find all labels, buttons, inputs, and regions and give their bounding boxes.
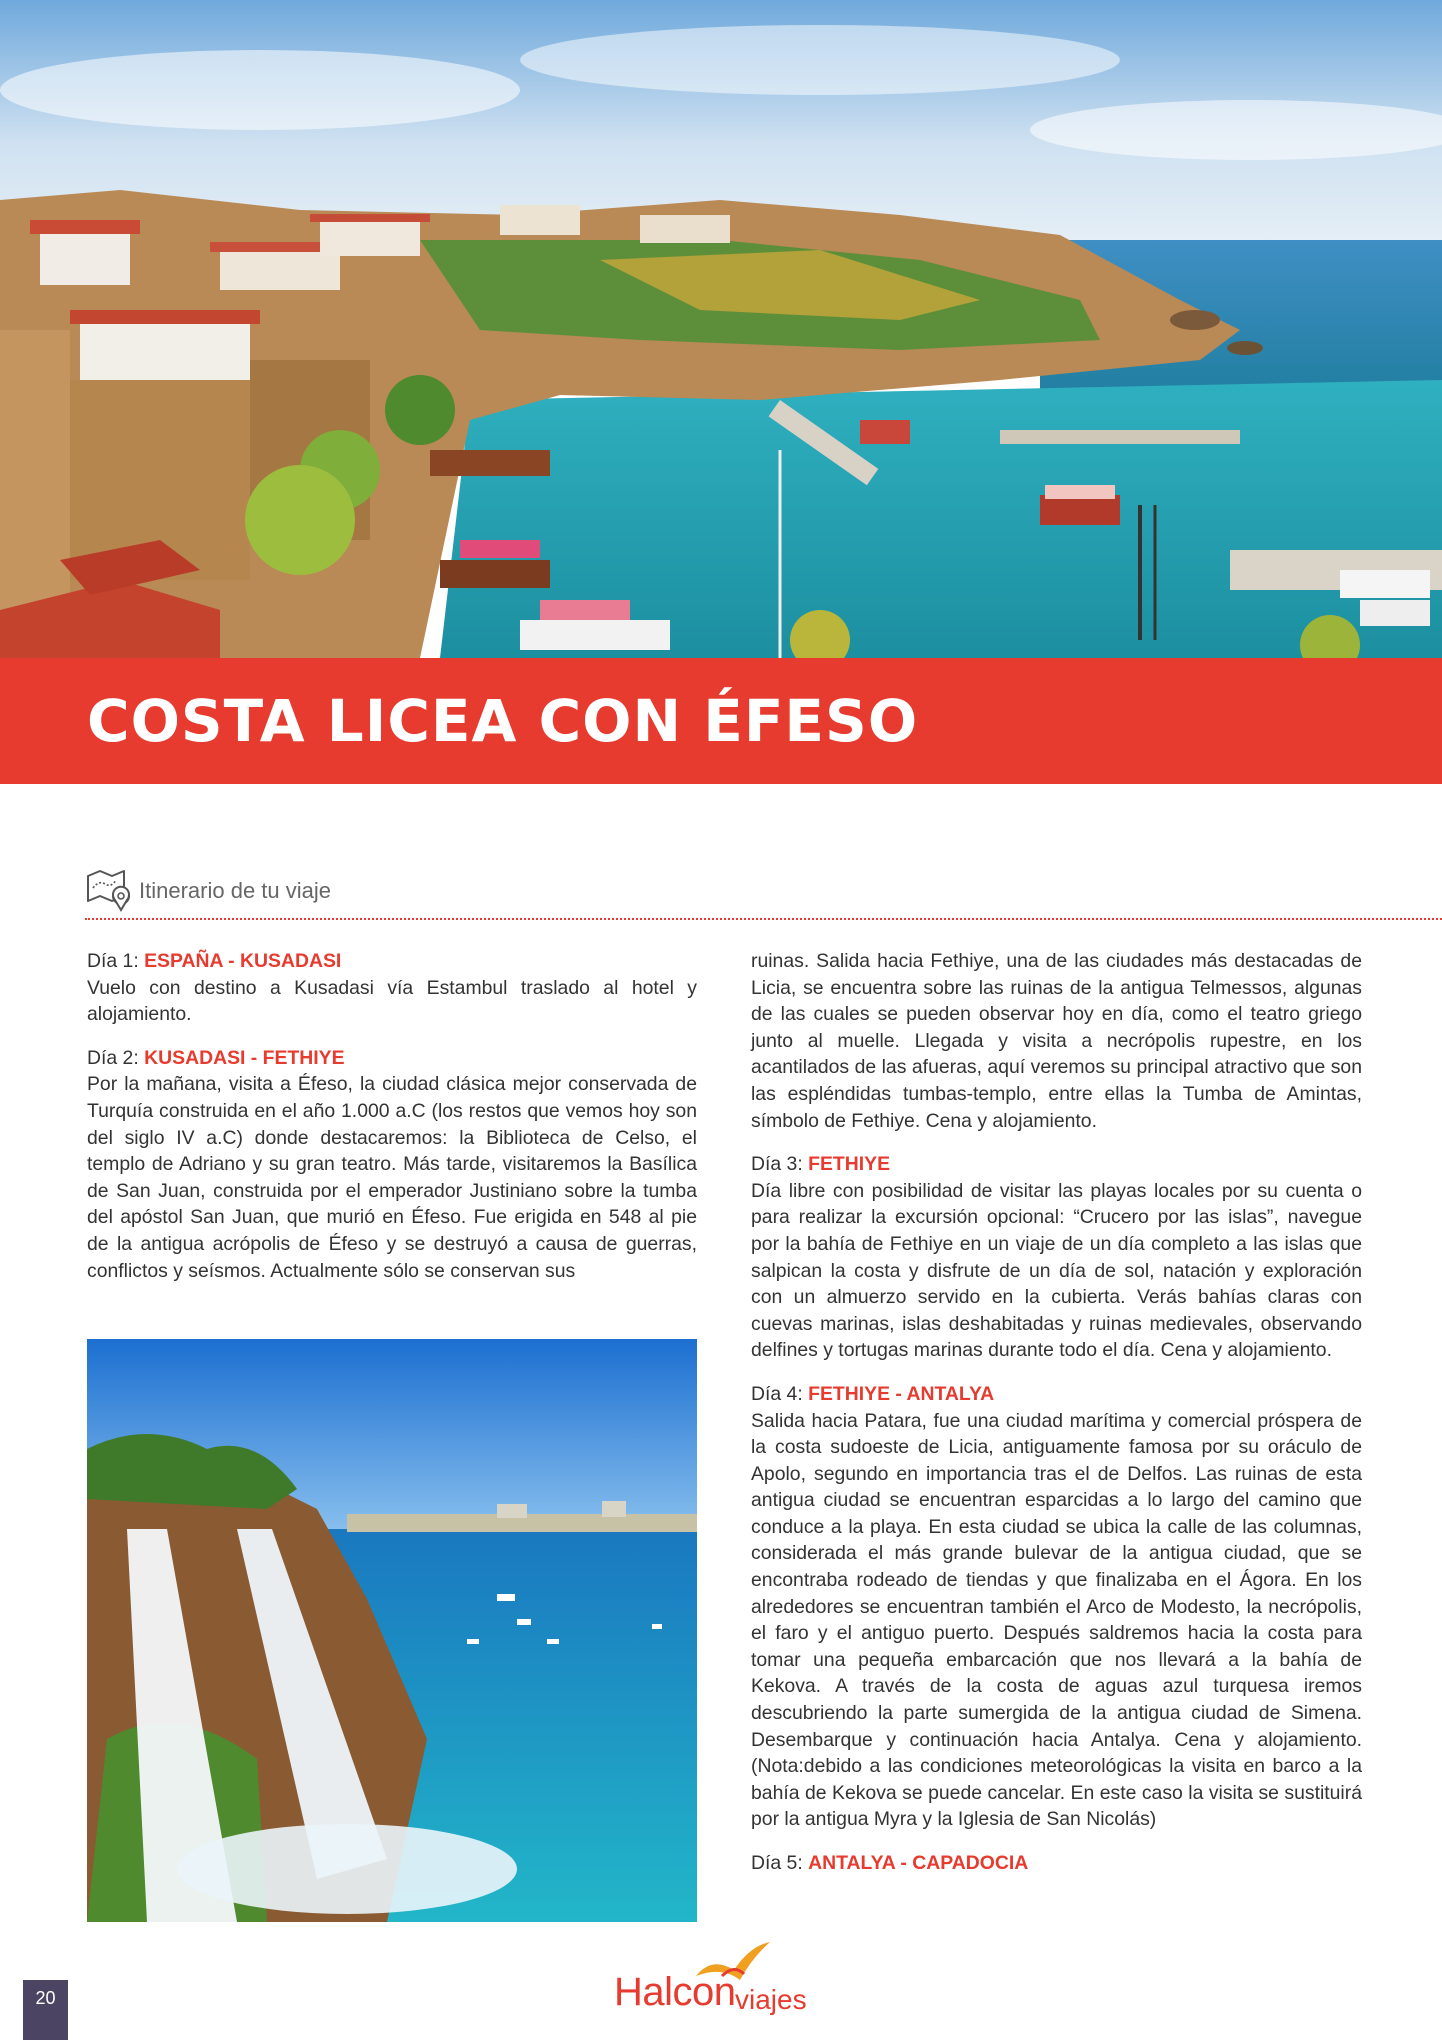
page-number: 20 [23, 1980, 68, 2040]
day-heading [87, 1045, 697, 1072]
itinerary-column-left [87, 948, 697, 1284]
day-route: FETHIYE [808, 1153, 891, 1176]
day-description: ruinas. Salida hacia Fethiye, una de las ciudades más destacadas de Licia, se encuentra sobre las ruinas de la antigua Telmessos, algunas de las cuales se pueden observar hoy en día, como el teatro griego junto al muelle. Llegada y visita a necrópolis rupestre, en los acantilados de las afueras, aquí veremos su principal atractivo que son las espléndidas tumbas-templo, entre ellas la Tumba de Amintas, símbolo de Fethiye. Cena y alojamiento. [751, 950, 1362, 1132]
section-divider [85, 918, 1442, 920]
hero-harbor-photo [0, 0, 1442, 658]
day-label: Día 1: [87, 950, 139, 972]
day-heading [751, 1151, 1362, 1178]
day-label: Día 2: [87, 1046, 139, 1069]
itinerary-heading [85, 864, 1442, 920]
day-route: FETHIYE - ANTALYA [808, 1382, 995, 1405]
day-heading [751, 1381, 1362, 1408]
day-route: KUSADASI - FETHIYE [144, 1046, 345, 1069]
day-description: Salida hacia Patara, fue una ciudad marítima y comercial próspera de la costa sudoeste de Licia, antiguamente famosa por su oráculo de Apolo, segundo en importancia tras el de Delfos. Las ruinas de esta antigua ciudad se encuentran esparcidas a lo largo del camino que conduce a la playa. En esta ciudad se ubica la calle de las columnas, considerada el más grande bulevar de la antigua ciudad, que se encontraba rodeado de tiendas y que finalizaba en el Ágora. En los alrededores se encuentran también el Arco de Modesto, la necrópolis, el faro y el antiguo puerto. Después saldremos hacia la costa para tomar una pequeña embarcación que nos llevará a la bahía de Kekova. A través de la costa de aguas azul turquesa iremos descubriendo la parte sumergida de la antigua ciudad de Simena. Desembarque y continuación hacia Antalya. Cena y alojamiento. (Nota:debido a las condiciones meteorológicas la visita en barco a la bahía de Kekova se puede cancelar. En este caso la visita se sustituirá por la antigua Myra y la Iglesia de San Nicolás) [751, 1409, 1362, 1831]
day-description: Por la mañana, visita a Éfeso, la ciudad clásica mejor conservada de Turquía construida en el año 1.000 a.C (los restos que vemos hoy son del siglo IV a.C) donde destacaremos: la Biblioteca de Celso, el templo de Adriano y su gran teatro. Más tarde, visitaremos la Basílica de San Juan, construida por el emperador Justiniano sobre la tumba del apóstol San Juan, que murió en Éfeso. Fue erigida en 548 al pie de la antigua acrópolis de Éfeso y se destruyó a causa de guerras, conflictos y seísmos. Actualmente sólo se conservan sus [87, 1073, 697, 1282]
day-description: Vuelo con destino a Kusadasi vía Estambul traslado al hotel y alojamiento. [87, 976, 697, 1026]
day-label: Día 3: [751, 1153, 803, 1176]
itinerary-column-right [751, 948, 1362, 1877]
day-route: ESPAÑA - KUSADASI [144, 950, 342, 972]
day-description: Día libre con posibilidad de visitar las playas locales por su cuenta o para realizar la excursión opcional: “Crucero por las islas”, navegue por la bahía de Fethiye en un viaje de un día completo a las islas que salpican la costa y disfrute de un día de sol, natación y exploración con un almuerzo servido en la cubierta. Verás bahías claras con cuevas marinas, islas deshabitadas y ruinas medievales, observando delfines y tortugas marinas durante todo el día. Cena y alojamiento. [751, 1179, 1362, 1362]
day-label: Día 4: [751, 1382, 803, 1405]
day-route: ANTALYA - CAPADOCIA [808, 1852, 1029, 1874]
waterfall-photo [87, 1339, 697, 1922]
day-heading [87, 948, 697, 975]
day-heading [751, 1850, 1362, 1877]
title-band [0, 658, 1442, 784]
logo-subtitle: viajes [735, 1984, 807, 2015]
day-label: Día 5: [751, 1852, 803, 1874]
itinerary-title: Itinerario de tu viaje [139, 878, 331, 903]
map-pin-icon [85, 866, 133, 912]
logo-wordmark: Halcon [614, 1970, 736, 2014]
page-title: COSTA LICEA CON ÉFESO [87, 687, 919, 755]
halcon-logo [612, 1940, 842, 2015]
